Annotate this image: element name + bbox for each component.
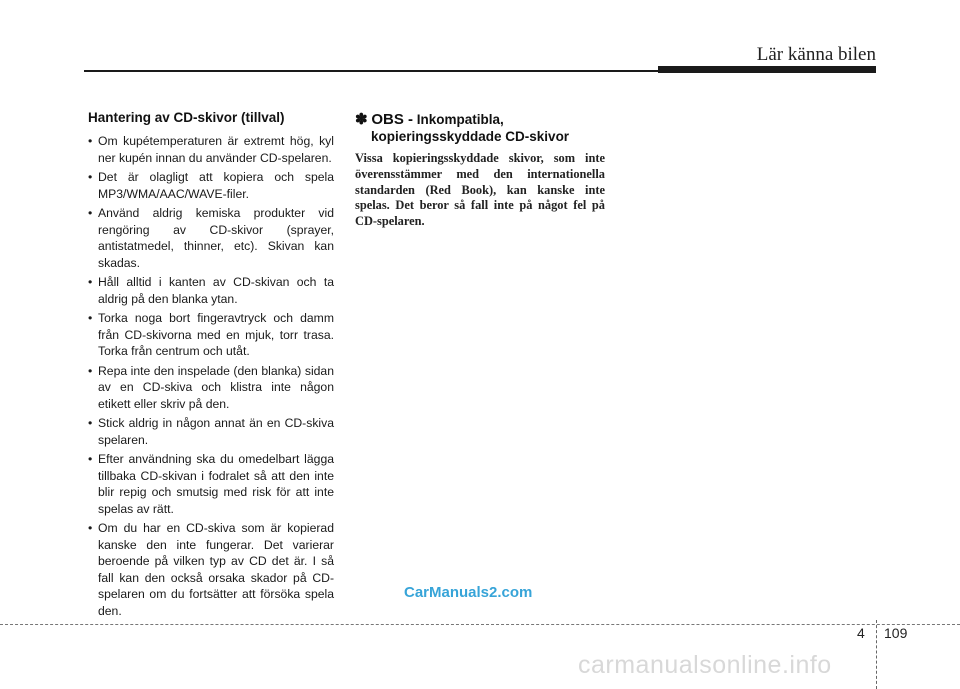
bullet-item: • Torka noga bort fingeravtryck och damm från CD-skivorna med en mjuk, torr trasa. Torka från centrum och utåt. (88, 310, 334, 360)
note-label: OBS - (371, 111, 414, 128)
note-title-line2: kopieringsskyddade CD-skivor (371, 129, 570, 144)
footer-rule (0, 624, 960, 625)
bullet-item: • Håll alltid i kanten av CD-skivan och ta aldrig på den blanka ytan. (88, 274, 334, 307)
footer-divider (876, 620, 877, 689)
left-column (88, 110, 334, 622)
bullet-item: • Repa inte den inspelade (den blanka) sidan av en CD-skiva och klistra inte någon etikett eller skriv på den. (88, 363, 334, 413)
bullet-item: • Stick aldrig in någon annat än en CD-skiva spelaren. (88, 415, 334, 448)
bullet-item: • Om kupétemperaturen är extremt hög, kyl ner kupén innan du använder CD-spelaren. (88, 133, 334, 166)
chapter-number: 4 (857, 625, 865, 641)
bullet-item: • Det är olagligt att kopiera och spela MP3/WMA/AAC/WAVE-filer. (88, 169, 334, 202)
bullet-item: • Efter användning ska du omedelbart lägga tillbaka CD-skivan i fodralet så att den inte blir repig och smutsig med risk för att inte spelas av rätt. (88, 451, 334, 517)
bullet-list (88, 133, 334, 619)
note-title-line1: Inkompatibla, (416, 112, 504, 127)
section-heading: Hantering av CD-skivor (tillval) (88, 110, 285, 125)
header-rule-thick (658, 66, 876, 73)
right-column (355, 111, 605, 230)
bullet-item: • Om du har en CD-skiva som är kopierad kanske den inte fungerar. Det varierar beroende på vilken typ av CD det är. I så fall kan den också orsaka skador på CD-spelaren om du fortsätter att försöka spela den. (88, 520, 334, 619)
page-number: 109 (884, 625, 908, 641)
watermark-logo: CarManuals2.com (404, 584, 533, 601)
header-title: Lär känna bilen (756, 44, 876, 65)
bullet-item: • Använd aldrig kemiska produkter vid rengöring av CD-skivor (sprayer, antistatmedel, thinner, etc). Skivan kan skadas. (88, 205, 334, 271)
note-star-icon: ✽ (355, 111, 368, 128)
footer-watermark: carmanualsonline.info (578, 651, 832, 679)
note-body: Vissa kopieringsskyddade skivor, som inte överensstämmer med den internationella standarden (Red Book), kan kanske inte spelas. Det beror så fall inte på något fel på CD-spelaren. (355, 151, 605, 229)
note-heading (355, 111, 605, 145)
header-rule (84, 70, 664, 72)
